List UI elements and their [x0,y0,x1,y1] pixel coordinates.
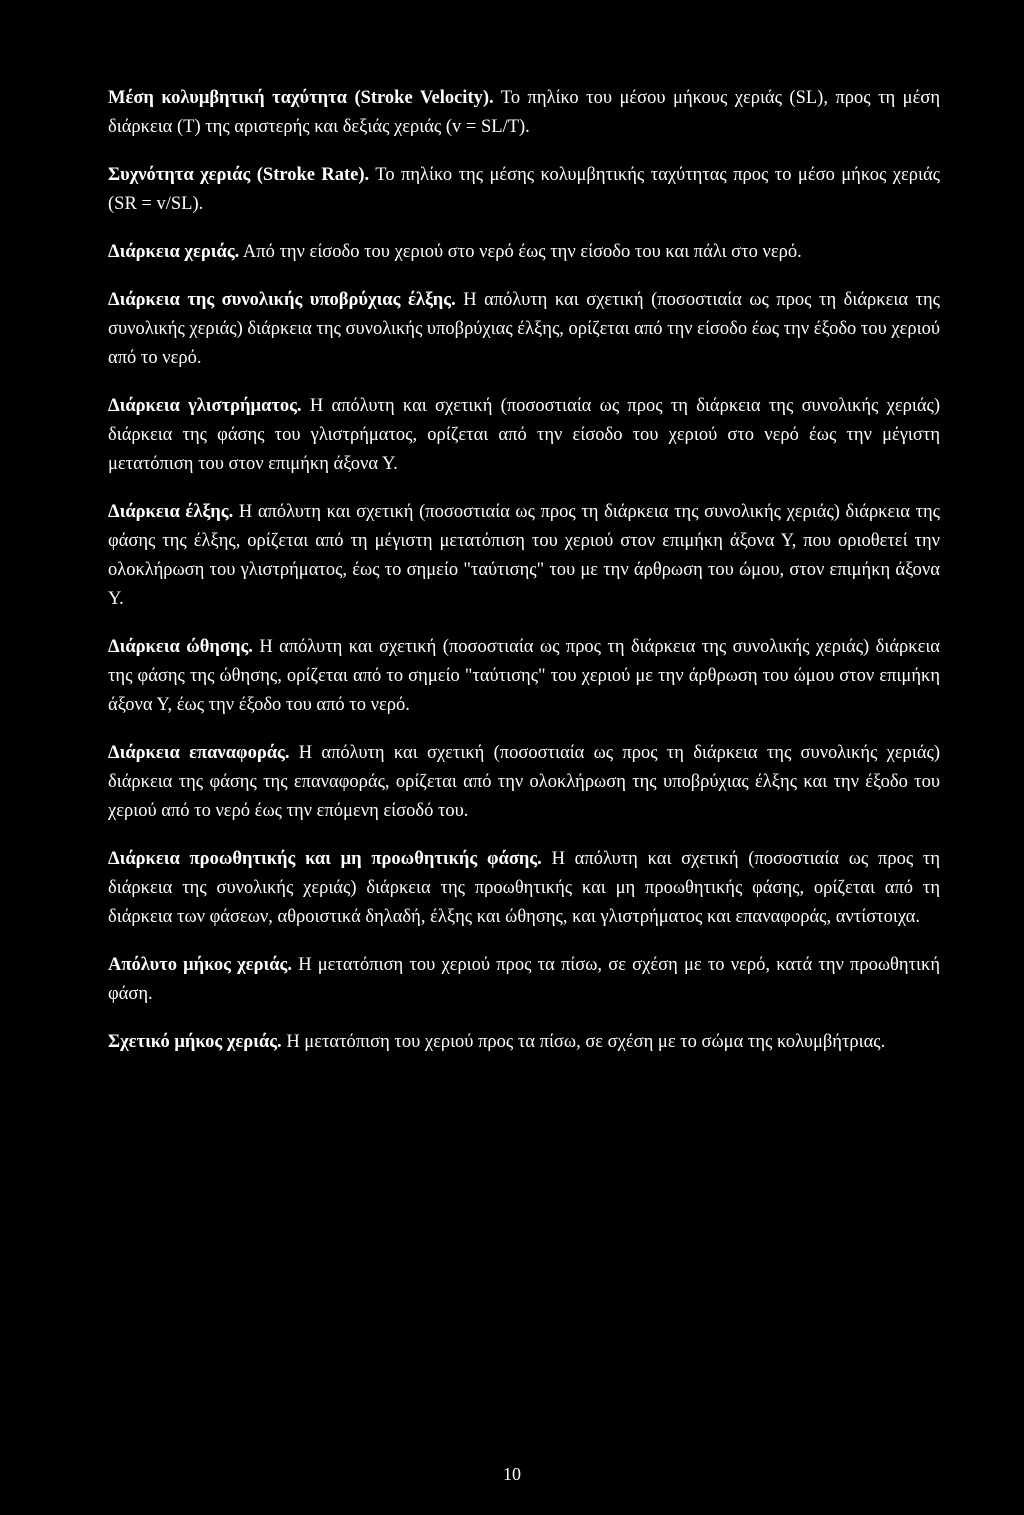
definition-text: Η μετατόπιση του χεριού προς τα πίσω, σε σχέση με το σώμα της κολυμβήτριας. [286,1032,886,1052]
definition-text: Η μετατόπιση του χεριού προς τα πίσω, σε σχέση με το νερό, κατά την προωθητική φάση. [108,955,941,1004]
definition-text: Από την είσοδο του χεριού στο νερό έως την είσοδο του και πάλι στο νερό. [242,242,802,262]
definition-term: Διάρκεια χεριάς. [108,242,240,262]
definition-term: Διάρκεια ώθησης. [108,637,253,657]
definition-pull-duration [108,498,940,614]
definition-text: Η απόλυτη και σχετική (ποσοστιαία ως προς τη διάρκεια της συνολικής χεριάς) διάρκεια της φάσης της επαναφοράς, ορίζεται από την ολοκλήρωση της υποβρύχιας έλξης και την έξοδο του χεριού από το νερό έως την επόμενη είσοδό του. [108,743,940,821]
definition-absolute-stroke-length [108,951,940,1009]
definition-text: Η απόλυτη και σχετική (ποσοστιαία ως προς τη διάρκεια της συνολικής χεριάς) διάρκεια της φάσης του γλιστρήματος, ορίζεται από την είσοδο του χεριού στο νερό έως την μέγιστη μετατόπιση του στον επιμήκη άξονα Υ. [108,396,940,474]
definition-term: Διάρκεια της συνολικής υποβρύχιας έλξης. [108,290,456,310]
definition-term: Διάρκεια έλξης. [108,502,234,522]
definition-text: Η απόλυτη και σχετική (ποσοστιαία ως προς τη διάρκεια της συνολικής χεριάς) διάρκεια της φάσης της ώθησης, ορίζεται από το σημείο "ταύτισης" του χεριού με την άρθρωση του ώμου στον επιμήκη άξονα Υ, έως την έξοδο του από το νερό. [108,637,941,715]
definition-push-duration [108,633,940,720]
definition-stroke-velocity [108,84,940,142]
definition-term: Απόλυτο μήκος χεριάς. [108,955,292,975]
definition-text: Η απόλυτη και σχετική (ποσοστιαία ως προς τη διάρκεια της συνολικής χεριάς) διάρκεια της φάσης της έλξης, ορίζεται από τη μέγιστη μετατόπιση του χεριού στον επιμήκη άξονα Υ, που οριοθετεί την ολοκλήρωση του γλιστρήματος, έως το σημείο "ταύτισης" του με την άρθρωση του ώμου, στον επιμήκη άξονα Υ. [108,502,941,609]
definition-glide-duration [108,392,940,479]
definition-term: Σχετικό μήκος χεριάς. [108,1032,282,1052]
definition-text: Το πηλίκο του μέσου μήκους χεριάς (SL), προς τη μέση διάρκεια (Τ) της αριστερής και δεξιάς χεριάς (v = SL/T). [108,88,940,137]
definition-term: Διάρκεια επαναφοράς. [108,743,290,763]
definition-underwater-pull-duration [108,286,940,373]
definition-text: Η απόλυτη και σχετική (ποσοστιαία ως προς τη διάρκεια της συνολικής χεριάς) διάρκεια της προωθητικής και μη προωθητικής φάσης, ορίζεται από τη διάρκεια των φάσεων, αθροιστικά δηλαδή, έλξης και ώθησης, και γλιστρήματος και επαναφοράς, αντίστοιχα. [108,849,940,927]
definition-relative-stroke-length [108,1028,940,1057]
page-number: 10 [503,1464,521,1484]
definition-text: Το πηλίκο της μέσης κολυμβητικής ταχύτητας προς το μέσο μήκος χεριάς (SR = v/SL). [108,165,940,214]
definition-stroke-rate [108,161,940,219]
definitions-list [108,84,940,1076]
definition-text: Η απόλυτη και σχετική (ποσοστιαία ως προς τη διάρκεια της συνολικής χεριάς) διάρκεια της συνολικής υποβρύχιας έλξης, ορίζεται από την είσοδο έως την έξοδο του χεριού από το νερό. [108,290,940,368]
definition-recovery-duration [108,739,940,826]
definition-term: Διάρκεια γλιστρήματος. [108,396,302,416]
definition-stroke-duration [108,238,940,267]
definition-term: Μέση κολυμβητική ταχύτητα (Stroke Velocity). [108,88,494,108]
definition-term: Συχνότητα χεριάς (Stroke Rate). [108,165,370,185]
definition-term: Διάρκεια προωθητικής και μη προωθητικής φάσης. [108,849,542,869]
definition-propulsive-phase-duration [108,845,940,932]
